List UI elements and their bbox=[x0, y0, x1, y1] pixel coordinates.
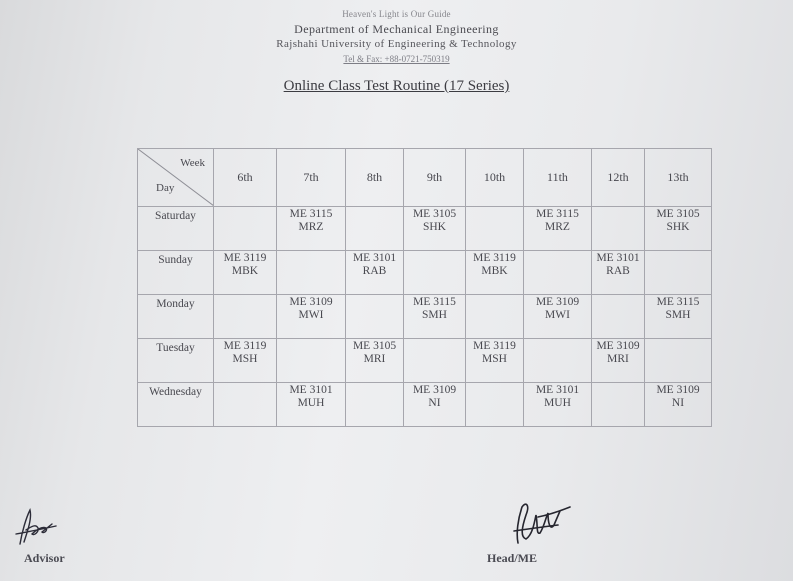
class-test-cell bbox=[214, 207, 277, 251]
class-test-cell bbox=[277, 251, 346, 295]
class-test-cell bbox=[524, 251, 592, 295]
course-code: ME 3109 bbox=[596, 340, 640, 352]
class-test-cell bbox=[404, 251, 466, 295]
class-test-cell bbox=[404, 295, 466, 339]
table-row bbox=[138, 339, 712, 383]
teacher-initials: MRI bbox=[607, 353, 629, 365]
course-code: ME 3105 bbox=[656, 208, 700, 220]
class-test-cell bbox=[592, 251, 645, 295]
teacher-initials: NI bbox=[428, 397, 441, 409]
university-motto: Heaven's Light is Our Guide bbox=[342, 9, 451, 19]
class-test-cell bbox=[404, 339, 466, 383]
class-test-cell bbox=[645, 383, 712, 427]
university-name: Rajshahi University of Engineering & Technology bbox=[276, 38, 517, 50]
course-code: ME 3119 bbox=[223, 252, 267, 264]
class-test-cell bbox=[346, 339, 404, 383]
class-test-cell bbox=[645, 339, 712, 383]
course-code: ME 3115 bbox=[413, 296, 456, 308]
class-test-cell bbox=[214, 251, 277, 295]
day-label: Saturday bbox=[138, 207, 214, 251]
teacher-initials: MBK bbox=[231, 265, 259, 277]
class-test-cell bbox=[277, 207, 346, 251]
table-row bbox=[138, 207, 712, 251]
day-label: Wednesday bbox=[138, 383, 214, 427]
teacher-initials: MWI bbox=[298, 309, 324, 321]
course-code: ME 3115 bbox=[289, 208, 333, 220]
class-test-cell bbox=[404, 207, 466, 251]
routine-table bbox=[137, 148, 712, 427]
day-label: Monday bbox=[138, 295, 214, 339]
class-test-cell bbox=[346, 207, 404, 251]
week-axis-label: Week bbox=[180, 157, 205, 169]
week-header: 7th bbox=[277, 149, 346, 207]
class-test-cell bbox=[214, 339, 277, 383]
class-test-cell bbox=[645, 207, 712, 251]
course-code: ME 3105 bbox=[352, 340, 397, 352]
course-code: ME 3109 bbox=[412, 384, 457, 396]
teacher-initials: SMH bbox=[665, 309, 691, 321]
course-code: ME 3101 bbox=[596, 252, 640, 264]
week-header: 11th bbox=[524, 149, 592, 207]
teacher-initials: MBK bbox=[481, 265, 508, 277]
week-header: 8th bbox=[346, 149, 404, 207]
class-test-cell bbox=[592, 339, 645, 383]
week-header: 9th bbox=[404, 149, 466, 207]
class-test-cell bbox=[214, 295, 277, 339]
class-test-cell bbox=[645, 251, 712, 295]
course-code: ME 3119 bbox=[473, 252, 516, 264]
table-row bbox=[138, 295, 712, 339]
course-code: ME 3105 bbox=[412, 208, 457, 220]
table-row bbox=[138, 251, 712, 295]
course-code: ME 3115 bbox=[536, 208, 579, 220]
class-test-cell bbox=[592, 207, 645, 251]
teacher-initials: RAB bbox=[606, 265, 630, 277]
page-title bbox=[0, 78, 793, 95]
day-label: Tuesday bbox=[138, 339, 214, 383]
teacher-initials: MRI bbox=[363, 353, 386, 365]
contact-line bbox=[0, 54, 793, 64]
day-axis-label: Day bbox=[156, 182, 175, 194]
class-test-cell bbox=[524, 207, 592, 251]
class-test-cell bbox=[524, 295, 592, 339]
class-test-cell bbox=[592, 295, 645, 339]
teacher-initials: SMH bbox=[422, 309, 447, 321]
week-header: 12th bbox=[592, 149, 645, 207]
head-label: Head/ME bbox=[487, 551, 537, 565]
course-code: ME 3109 bbox=[656, 384, 700, 396]
teacher-initials: NI bbox=[671, 397, 685, 409]
class-test-cell bbox=[524, 339, 592, 383]
day-label: Sunday bbox=[138, 251, 214, 295]
class-test-cell bbox=[466, 207, 524, 251]
class-test-cell bbox=[277, 383, 346, 427]
teacher-initials: RAB bbox=[362, 265, 387, 277]
corner-cell bbox=[138, 149, 214, 207]
contact-text: Tel & Fax: +88-0721-750319 bbox=[343, 54, 450, 64]
course-code: ME 3101 bbox=[535, 384, 580, 396]
class-test-cell bbox=[645, 295, 712, 339]
course-code: ME 3119 bbox=[223, 340, 267, 352]
teacher-initials: MWI bbox=[545, 309, 570, 321]
advisor-signature bbox=[12, 504, 60, 552]
routine-body bbox=[138, 207, 712, 427]
head-signature bbox=[508, 497, 574, 549]
teacher-initials: SHK bbox=[422, 221, 446, 233]
teacher-initials: MRZ bbox=[545, 221, 570, 233]
course-code: ME 3115 bbox=[656, 296, 700, 308]
advisor-label: Advisor bbox=[24, 551, 65, 565]
title-text: Online Class Test Routine (17 Series) bbox=[283, 78, 510, 94]
class-test-cell bbox=[466, 339, 524, 383]
course-code: ME 3119 bbox=[473, 340, 516, 352]
class-test-cell bbox=[466, 383, 524, 427]
course-code: ME 3109 bbox=[289, 296, 333, 308]
course-code: ME 3101 bbox=[352, 252, 397, 264]
class-test-cell bbox=[404, 383, 466, 427]
department-name: Department of Mechanical Engineering bbox=[294, 22, 499, 36]
class-test-cell bbox=[466, 251, 524, 295]
class-test-cell bbox=[524, 383, 592, 427]
teacher-initials: MUH bbox=[297, 397, 325, 409]
class-test-cell bbox=[592, 383, 645, 427]
class-test-cell bbox=[466, 295, 524, 339]
class-test-cell bbox=[346, 295, 404, 339]
header-row bbox=[138, 149, 712, 207]
week-header: 13th bbox=[645, 149, 712, 207]
class-test-cell bbox=[346, 251, 404, 295]
teacher-initials: MSH bbox=[232, 353, 258, 365]
teacher-initials: MRZ bbox=[298, 221, 324, 233]
teacher-initials: SHK bbox=[666, 221, 690, 233]
teacher-initials: MUH bbox=[544, 397, 571, 409]
table-row bbox=[138, 383, 712, 427]
class-test-cell bbox=[346, 383, 404, 427]
week-header: 6th bbox=[214, 149, 277, 207]
course-code: ME 3101 bbox=[289, 384, 333, 396]
teacher-initials: MSH bbox=[482, 353, 507, 365]
class-test-cell bbox=[214, 383, 277, 427]
class-test-cell bbox=[277, 295, 346, 339]
week-header: 10th bbox=[466, 149, 524, 207]
course-code: ME 3109 bbox=[535, 296, 580, 308]
class-test-cell bbox=[277, 339, 346, 383]
